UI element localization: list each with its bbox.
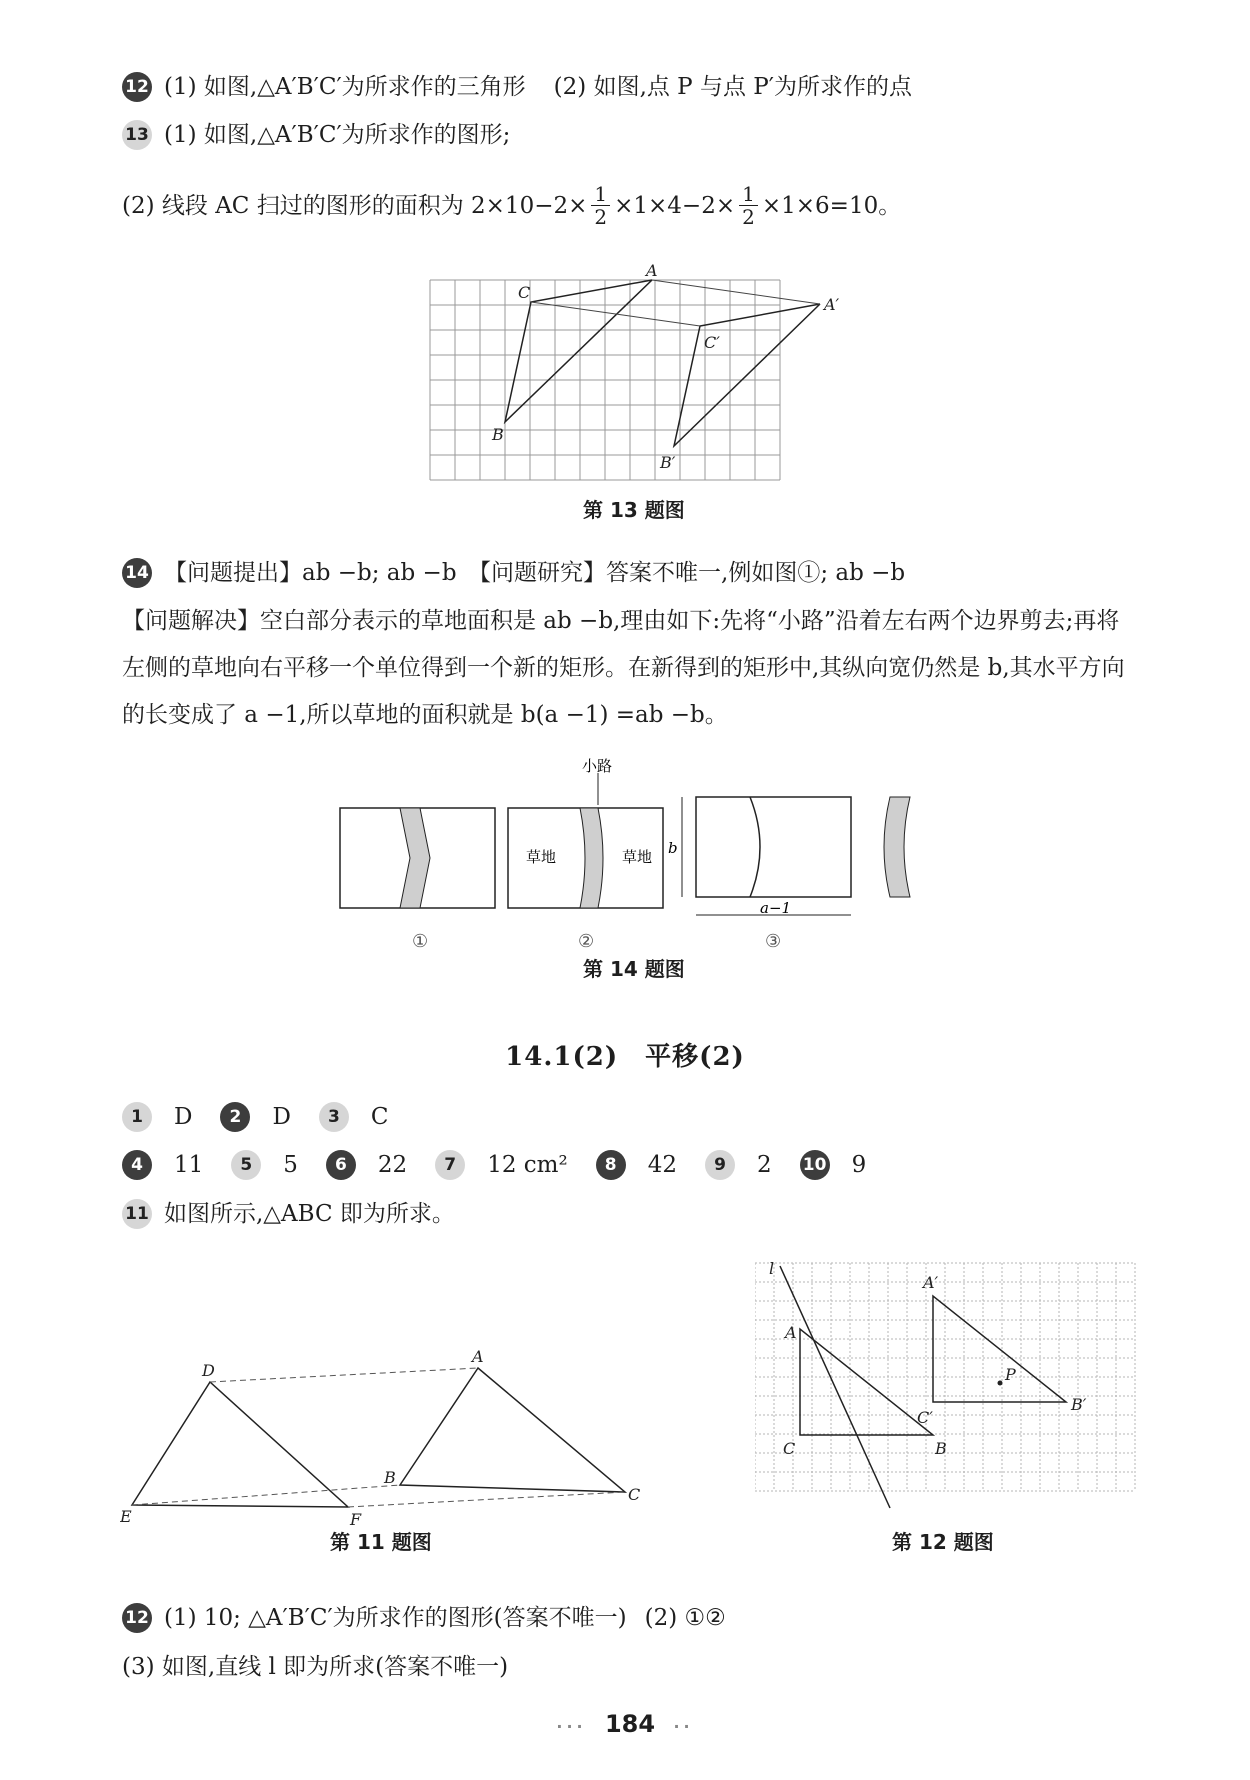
answer-badge-3: 3 [319,1102,349,1132]
label-a: A [472,1347,484,1366]
q13-frac-1 [591,183,610,228]
removed-road [884,797,910,897]
q14-line1 [122,558,905,588]
triangle-abc [800,1329,933,1435]
label-n3: ③ [765,931,782,952]
q14-paragraph: 【问题解决】空白部分表示的草地面积是 ab −b,理由如下:先将“小路”沿着左右两个边界剪去;再将左侧的草地向右平移一个单位得到一个新的矩形。在新得到的矩形中,其纵向宽仍然是 b,其水平方向的长变成了 a −1,所以草地的面积就是 b(a −1) =ab −b。 [122,608,1125,728]
answer-value-6: 22 [377,1152,408,1178]
q12-figure [755,1258,1140,1513]
q13-text1: (1) 如图,△A′B′C′为所求作的图形; [164,122,511,148]
q11-figure [120,1340,660,1530]
q13-line2 [122,183,901,228]
answer-badge-9: 9 [705,1150,735,1180]
label-b1: B′ [1071,1395,1087,1414]
answer-value-5: 5 [283,1152,298,1178]
q11-text: 如图所示,△ABC 即为所求。 [164,1201,455,1227]
segment-aa1 [652,280,820,304]
label-d: D [202,1361,215,1380]
triangle-def [132,1382,348,1507]
answers-row1 [122,1102,417,1132]
label-l: l [769,1259,775,1278]
label-f: F [350,1510,362,1529]
q12a-text1: (1) 如图,△A′B′C′为所求作的三角形 [164,74,526,100]
q12b-text2: (2) ①② [644,1605,726,1631]
answer-badge-6: 6 [326,1150,356,1180]
answer-badge-2: 2 [220,1102,250,1132]
label-c1: C′ [704,333,720,352]
answer-value-10: 9 [851,1152,867,1178]
triangle-abc [400,1368,625,1492]
answer-value-8: 42 [647,1152,677,1178]
q13-text2-prefix: (2) 线段 AC 扫过的图形的面积为 2×10−2× [122,192,588,219]
q13-text2-suffix: ×1×6=10。 [761,192,902,219]
page-number: 184 [604,1710,656,1738]
label-a1: A′ [923,1273,939,1292]
q12a-text2: (2) 如图,点 P 与点 P′为所求作的点 [553,74,912,100]
segment-cc1 [531,302,700,326]
q12a-line [122,72,912,102]
rect-3 [696,797,851,897]
road-2 [580,808,603,908]
label-c: C [518,283,531,302]
label-a: A [785,1323,797,1342]
dashed-fc [348,1492,625,1507]
q14-badge: 14 [122,558,152,588]
label-n2: ② [578,931,595,952]
q14-text1: 【问题提出】ab −b; ab −b 【问题研究】答案不唯一,例如图①; ab −b [164,560,906,586]
footer-dots-left: ··· [556,1717,587,1736]
frac-denominator: 2 [742,205,755,229]
answer-value-1: D [174,1104,193,1130]
q11-line [122,1199,455,1229]
q13-line1 [122,120,510,150]
label-a: A [646,262,658,280]
answer-value-2: D [272,1104,291,1130]
dashed-da [210,1368,478,1382]
q13-frac-2 [739,183,758,228]
dashed-eb [132,1485,400,1505]
q12a-badge: 12 [122,72,152,102]
answer-value-3: C [370,1104,389,1130]
label-n1: ① [412,931,429,952]
q11-caption: 第 11 题图 [330,1530,432,1554]
q11-badge: 11 [122,1199,152,1229]
point-p [998,1381,1003,1386]
triangle-a1b1c1 [933,1296,1066,1402]
q12b-line2 [122,1652,508,1682]
q12b-line1 [122,1603,726,1633]
label-e: E [120,1507,132,1526]
rect-3-curve [750,797,760,897]
label-b: B [384,1468,396,1487]
frac-numerator: 1 [739,183,758,206]
label-b: B [492,425,504,444]
label-b: b [668,839,678,857]
q13-text2-mid: ×1×4−2× [614,192,736,219]
answer-badge-8: 8 [596,1150,626,1180]
answer-value-4: 11 [174,1152,204,1178]
grass-label-left: 草地 [526,848,557,866]
q14-figure [330,755,950,970]
frac-numerator: 1 [591,183,610,206]
frac-denominator: 2 [594,205,608,229]
road-label: 小路 [582,757,613,775]
grass-label-right: 草地 [622,848,653,866]
q12b-badge: 12 [122,1603,152,1633]
q12b-text1: (1) 10; △A′B′C′为所求作的图形(答案不唯一) [164,1605,627,1631]
label-b: B [935,1439,947,1458]
footer-dots-right: ·· [673,1717,694,1736]
label-a1: A′ [824,295,840,314]
label-p: P [1005,1365,1016,1384]
label-c1: C′ [917,1408,933,1427]
answer-badge-7: 7 [435,1150,465,1180]
q13-badge: 13 [122,120,152,150]
page-footer [0,1710,1250,1738]
q13-figure [420,262,840,492]
answer-value-9: 2 [756,1152,772,1178]
answer-badge-4: 4 [122,1150,152,1180]
q12b-text3: (3) 如图,直线 l 即为所求(答案不唯一) [122,1654,509,1680]
section-title: 14.1(2) 平移(2) [505,1042,745,1072]
answers-row2 [122,1150,894,1180]
label-c: C [783,1439,796,1458]
answer-value-7: 12 cm² [487,1152,568,1178]
q12-caption: 第 12 题图 [892,1530,994,1554]
label-a-minus-1: a−1 [760,899,792,917]
q14-caption: 第 14 题图 [583,957,685,981]
road-1 [400,808,430,908]
answer-badge-5: 5 [231,1150,261,1180]
q13-caption: 第 13 题图 [583,498,685,522]
label-c: C [628,1485,641,1504]
answer-badge-1: 1 [122,1102,152,1132]
answer-badge-10: 10 [800,1150,830,1180]
label-b1: B′ [660,453,676,472]
